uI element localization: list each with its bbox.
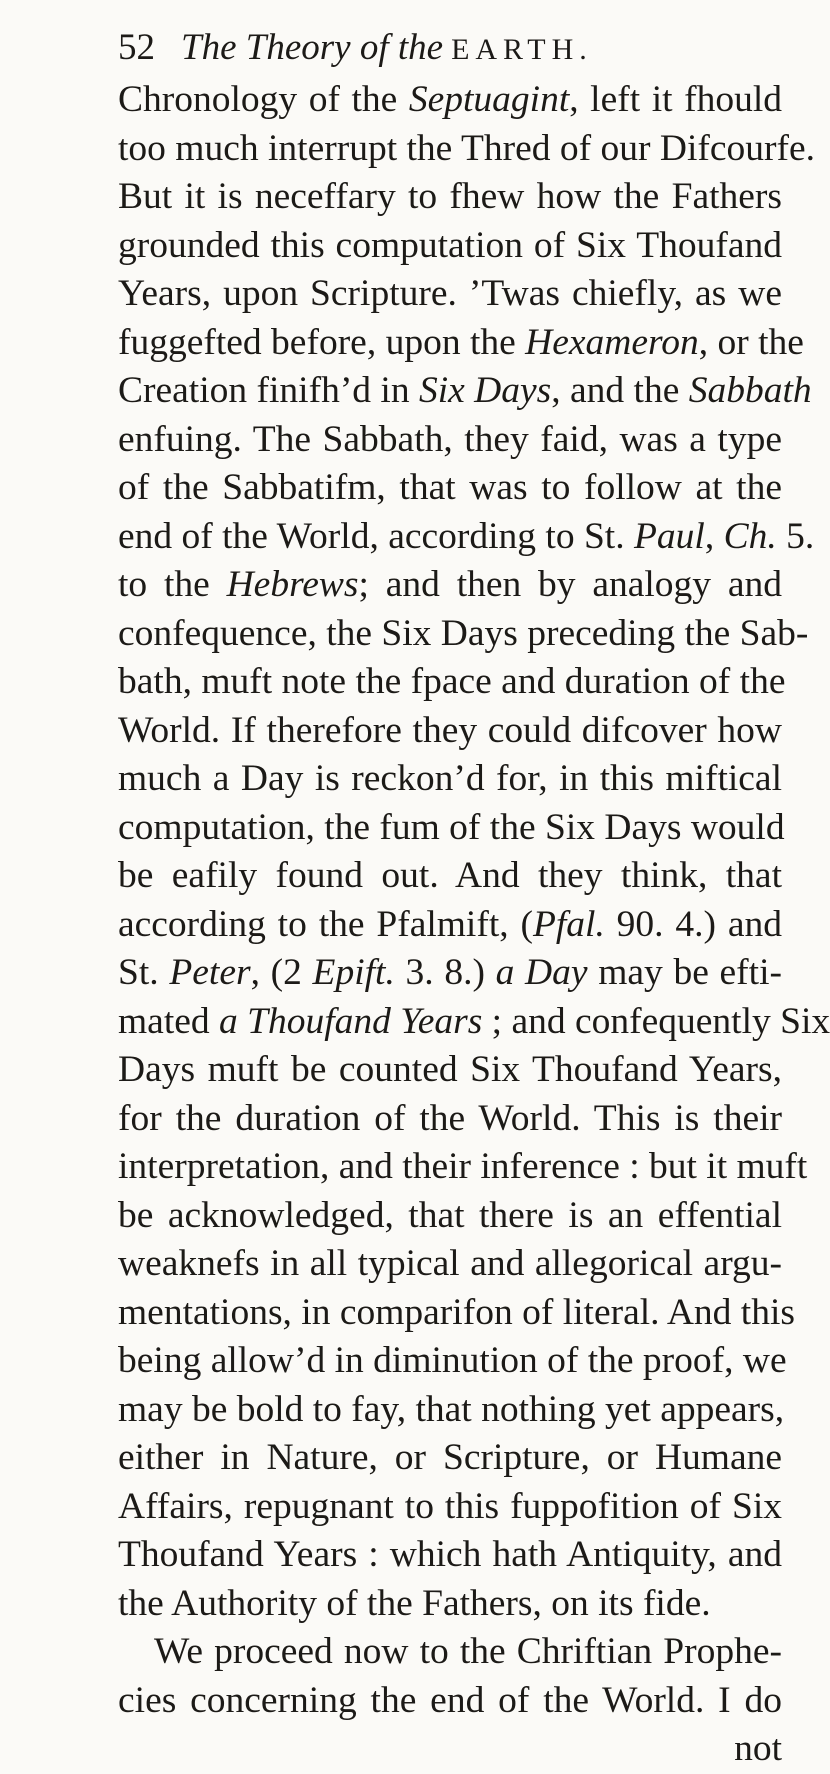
text-run: weaknefs in all typical and allegorical argu- xyxy=(118,1243,782,1284)
text-line xyxy=(118,1143,808,1192)
text-line xyxy=(118,1483,782,1532)
italic-run: a Day xyxy=(495,952,588,993)
text-line xyxy=(118,1677,782,1726)
body-text xyxy=(118,76,830,1774)
text-line xyxy=(118,610,809,659)
italic-run: a Thoufand Years xyxy=(219,1000,483,1042)
text-run: grounded this computation of Six Thoufand xyxy=(118,224,782,266)
text-line xyxy=(118,658,786,707)
text-run: 5. xyxy=(776,515,815,557)
text-run: end of the World, according to St. xyxy=(118,515,634,557)
text-run: to the xyxy=(118,564,227,605)
text-line xyxy=(118,1192,782,1241)
italic-run: Paul xyxy=(633,515,705,557)
text-line xyxy=(118,1725,782,1774)
text-run: cies concerning the end of the World. I do xyxy=(118,1679,782,1721)
text-run: 3. 8.) xyxy=(394,952,496,993)
italic-run: Sabbath xyxy=(688,370,812,411)
text-run: But it is neceffary to fhew how the Fathers xyxy=(118,176,782,217)
text-run: confequence, the Six Days preceding the Sab- xyxy=(118,612,809,654)
text-run: fuggefted before, upon the xyxy=(118,321,526,363)
text-run: enfuing. The Sabbath, they faid, was a type xyxy=(118,418,782,460)
text-run: We proceed now to the Chriftian Prophe- xyxy=(154,1631,782,1672)
text-run: World. If therefore they could difcover how xyxy=(118,709,782,751)
text-run: Affairs, repugnant to this fuppofition of Six xyxy=(118,1485,782,1527)
text-run: the Authority of the Fathers, on its fide. xyxy=(118,1582,711,1624)
text-line xyxy=(118,173,782,222)
italic-run: Six Days xyxy=(418,370,552,411)
text-line xyxy=(118,319,804,368)
text-line xyxy=(118,270,782,319)
italic-run: Peter xyxy=(169,952,251,993)
text-line xyxy=(118,1095,782,1144)
text-line xyxy=(118,1434,782,1483)
text-run: ; and then by analogy and xyxy=(358,564,783,605)
text-line xyxy=(118,1240,782,1289)
italic-run: Septuagint xyxy=(408,79,570,120)
text-run: either in Nature, or Scripture, or Humane xyxy=(118,1437,782,1478)
text-run: , left it fhould xyxy=(569,79,782,120)
text-line xyxy=(118,464,782,513)
text-run: bath, muft note the fpace and duration of the xyxy=(118,661,786,702)
text-run: may be bold to fay, that nothing yet appears, xyxy=(118,1388,785,1430)
text-run: Thoufand Years : which hath Antiquity, and xyxy=(118,1534,782,1575)
text-run: St. xyxy=(118,952,170,993)
text-line xyxy=(118,367,812,416)
text-line xyxy=(118,1289,795,1338)
text-run: , xyxy=(704,515,724,557)
text-line xyxy=(118,804,785,853)
text-run: ; and confequently Six xyxy=(482,1000,830,1042)
text-line xyxy=(118,998,830,1047)
running-title-caps: EARTH. xyxy=(451,33,593,66)
italic-run: Hebrews xyxy=(226,564,359,605)
text-line xyxy=(118,513,815,562)
text-run: for the duration of the World. This is their xyxy=(118,1097,782,1139)
text-run: interpretation, and their inference : but it muft xyxy=(118,1146,808,1187)
text-line xyxy=(118,755,782,804)
text-run: be eafily found out. And they think, that xyxy=(118,855,782,896)
text-line xyxy=(118,1531,782,1580)
text-run: , (2 xyxy=(250,952,313,993)
text-run: 90. 4.) and xyxy=(604,903,782,945)
text-run: Chronology of the xyxy=(118,79,409,120)
text-run: mentations, in comparifon of literal. And this xyxy=(118,1291,795,1333)
italic-run: Epift. xyxy=(312,952,395,993)
text-run: mated xyxy=(118,1000,220,1042)
text-run: much a Day is reckon’d for, in this miftical xyxy=(118,758,782,799)
text-line xyxy=(118,1386,785,1435)
text-line xyxy=(118,852,782,901)
text-line xyxy=(118,1580,782,1629)
running-header xyxy=(118,20,778,78)
text-line xyxy=(118,1628,782,1677)
text-run: not xyxy=(734,1728,782,1769)
text-line xyxy=(118,416,782,465)
text-run: being allow’d in diminution of the proof, we xyxy=(118,1340,787,1381)
italic-run: Ch. xyxy=(723,515,777,557)
text-run: of the Sabbatifm, that was to follow at the xyxy=(118,467,782,508)
text-run: be acknowledged, that there is an effential xyxy=(118,1194,782,1236)
text-run: too much interrupt the Thred of our Difcourfe. xyxy=(118,127,816,169)
text-line xyxy=(118,561,782,610)
running-title: The Theory of the xyxy=(181,27,444,68)
text-run: according to the Pfalmift, ( xyxy=(118,903,533,945)
text-run: Creation finifh’d in xyxy=(118,370,419,411)
italic-run: Pfal. xyxy=(532,903,605,945)
italic-run: Hexameron xyxy=(525,321,699,363)
text-line xyxy=(118,76,782,125)
text-run: computation, the fum of the Six Days would xyxy=(118,806,785,848)
text-line xyxy=(118,707,782,756)
page-number: 52 xyxy=(118,27,155,68)
text-run: Years, upon Scripture. ’Twas chiefly, as we xyxy=(118,273,782,314)
text-run: may be efti- xyxy=(587,952,782,993)
text-run: , or the xyxy=(698,321,804,363)
text-line xyxy=(118,949,782,998)
text-line xyxy=(118,1046,782,1095)
text-line xyxy=(118,1337,787,1386)
text-line xyxy=(118,125,816,174)
text-line xyxy=(118,222,782,271)
text-line xyxy=(118,901,782,950)
text-run: , and the xyxy=(551,370,689,411)
text-run: Days muft be counted Six Thoufand Years, xyxy=(118,1049,782,1090)
